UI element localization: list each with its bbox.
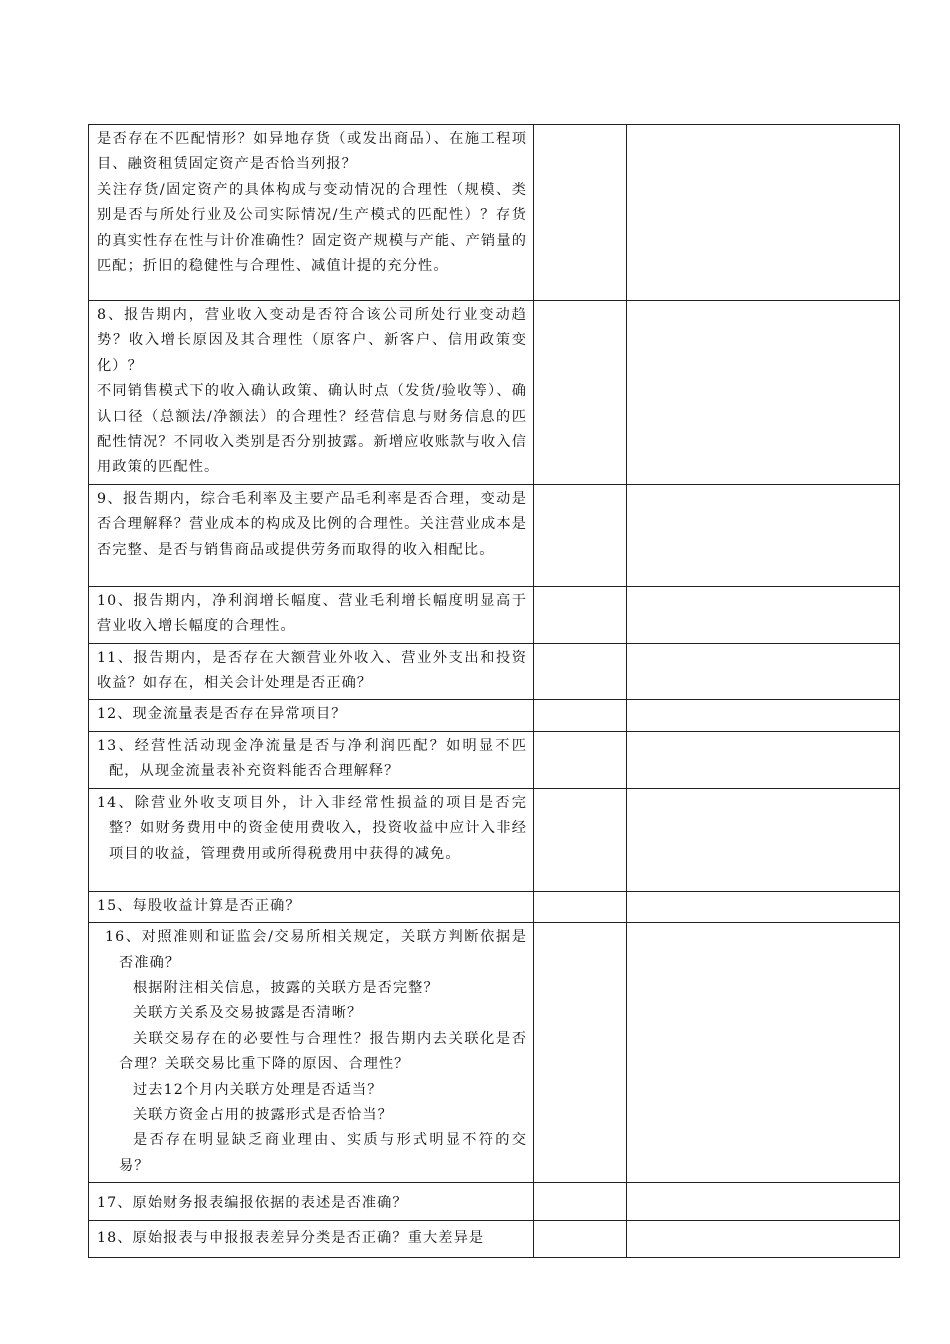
table-row — [89, 923, 900, 1183]
checklist-table — [88, 124, 900, 1258]
question-cell — [89, 484, 534, 586]
answer-cell[interactable] — [534, 923, 627, 1183]
question-text: 关注存货/固定资产的具体构成与变动情况的合理性（规模、类别是否与所处行业及公司实际情况/生产模式的匹配性）？存货的真实性存在性与计价准确性？固定资产规模与产能、产销量的匹配；折旧的稳健性与合理性、减值计提的充分性。 — [97, 181, 527, 275]
question-cell — [89, 125, 534, 301]
remark-cell[interactable] — [627, 586, 900, 643]
question-cell — [89, 891, 534, 922]
remark-cell[interactable] — [627, 125, 900, 301]
question-text: 是否存在不匹配情形？如异地存货（或发出商品）、在施工程项目、融资租赁固定资产是否恰当列报？ — [97, 131, 527, 173]
table-row — [89, 1221, 900, 1258]
question-text: 关联交易存在的必要性与合理性？报告期内去关联化是否合理？关联交易比重下降的原因、合理性？ — [119, 1030, 527, 1073]
question-cell — [89, 923, 534, 1183]
question-text: 17、原始财务报表编报依据的表述是否准确？ — [97, 1195, 408, 1212]
answer-cell[interactable] — [534, 125, 627, 301]
table-row — [89, 700, 900, 731]
question-text: 16、对照准则和证监会/交易所相关规定，关联方判断依据是否准确？ — [105, 929, 527, 971]
remark-cell[interactable] — [627, 643, 900, 700]
question-text: 13、经营性活动现金净流量是否与净利润匹配？如明显不匹配，从现金流量表补充资料能否合理解释？ — [97, 737, 527, 780]
answer-cell[interactable] — [534, 731, 627, 788]
answer-cell[interactable] — [534, 700, 627, 731]
table-row — [89, 891, 900, 922]
question-cell — [89, 731, 534, 788]
answer-cell[interactable] — [534, 484, 627, 586]
remark-cell[interactable] — [627, 891, 900, 922]
question-text: 18、原始报表与申报报表差异分类是否正确？重大差异是 — [97, 1230, 485, 1247]
answer-cell[interactable] — [534, 1221, 627, 1258]
remark-cell[interactable] — [627, 484, 900, 586]
question-cell — [89, 1183, 534, 1221]
question-text: 关联方关系及交易披露是否清晰？ — [133, 1005, 363, 1022]
remark-cell[interactable] — [627, 731, 900, 788]
remark-cell[interactable] — [627, 788, 900, 891]
table-row — [89, 586, 900, 643]
table-row — [89, 731, 900, 788]
answer-cell[interactable] — [534, 891, 627, 922]
answer-cell[interactable] — [534, 301, 627, 485]
question-text: 关联方资金占用的披露形式是否恰当？ — [133, 1106, 393, 1123]
question-text: 不同销售模式下的收入确认政策、确认时点（发货/验收等）、确认口径（总额法/净额法）的合理性？经营信息与财务信息的匹配性情况？不同收入类别是否分别披露。新增应收账款与收入信用政策的匹配性。 — [97, 383, 527, 476]
answer-cell[interactable] — [534, 788, 627, 891]
question-text: 10、报告期内，净利润增长幅度、营业毛利增长幅度明显高于营业收入增长幅度的合理性。 — [97, 592, 527, 635]
question-cell — [89, 301, 534, 485]
answer-cell[interactable] — [534, 1183, 627, 1221]
question-cell — [89, 643, 534, 700]
question-text: 14、除营业外收支项目外，计入非经常性损益的项目是否完整？如财务费用中的资金使用费收入，投资收益中应计入非经项目的收益，管理费用或所得税费用中获得的减免。 — [97, 794, 527, 862]
table-row — [89, 484, 900, 586]
question-text: 8、报告期内，营业收入变动是否符合该公司所处行业变动趋势？收入增长原因及其合理性（原客户、新客户、信用政策变化）？ — [97, 307, 527, 374]
table-row — [89, 643, 900, 700]
answer-cell[interactable] — [534, 586, 627, 643]
table-row — [89, 788, 900, 891]
answer-cell[interactable] — [534, 643, 627, 700]
question-cell — [89, 700, 534, 731]
question-cell — [89, 586, 534, 643]
table-row — [89, 1183, 900, 1221]
question-cell — [89, 1221, 534, 1258]
question-text: 11、报告期内，是否存在大额营业外收入、营业外支出和投资收益？如存在，相关会计处理是否正确？ — [97, 649, 527, 692]
question-text: 根据附注相关信息，披露的关联方是否完整？ — [133, 979, 439, 996]
remark-cell[interactable] — [627, 700, 900, 731]
remark-cell[interactable] — [627, 923, 900, 1183]
remark-cell[interactable] — [627, 1221, 900, 1258]
question-text: 9、报告期内，综合毛利率及主要产品毛利率是否合理，变动是否合理解释？营业成本的构成及比例的合理性。关注营业成本是否完整、是否与销售商品或提供劳务而取得的收入相配比。 — [97, 490, 527, 558]
question-text: 12、现金流量表是否存在异常项目？ — [97, 706, 347, 723]
table-row — [89, 125, 900, 301]
question-text: 过去12个月内关联方处理是否适当？ — [133, 1081, 383, 1098]
question-text: 15、每股收益计算是否正确？ — [97, 897, 301, 914]
question-cell — [89, 788, 534, 891]
remark-cell[interactable] — [627, 1183, 900, 1221]
checklist-table-container — [88, 124, 899, 1258]
remark-cell[interactable] — [627, 301, 900, 485]
question-text: 是否存在明显缺乏商业理由、实质与形式明显不符的交易？ — [119, 1132, 527, 1174]
table-row — [89, 301, 900, 485]
